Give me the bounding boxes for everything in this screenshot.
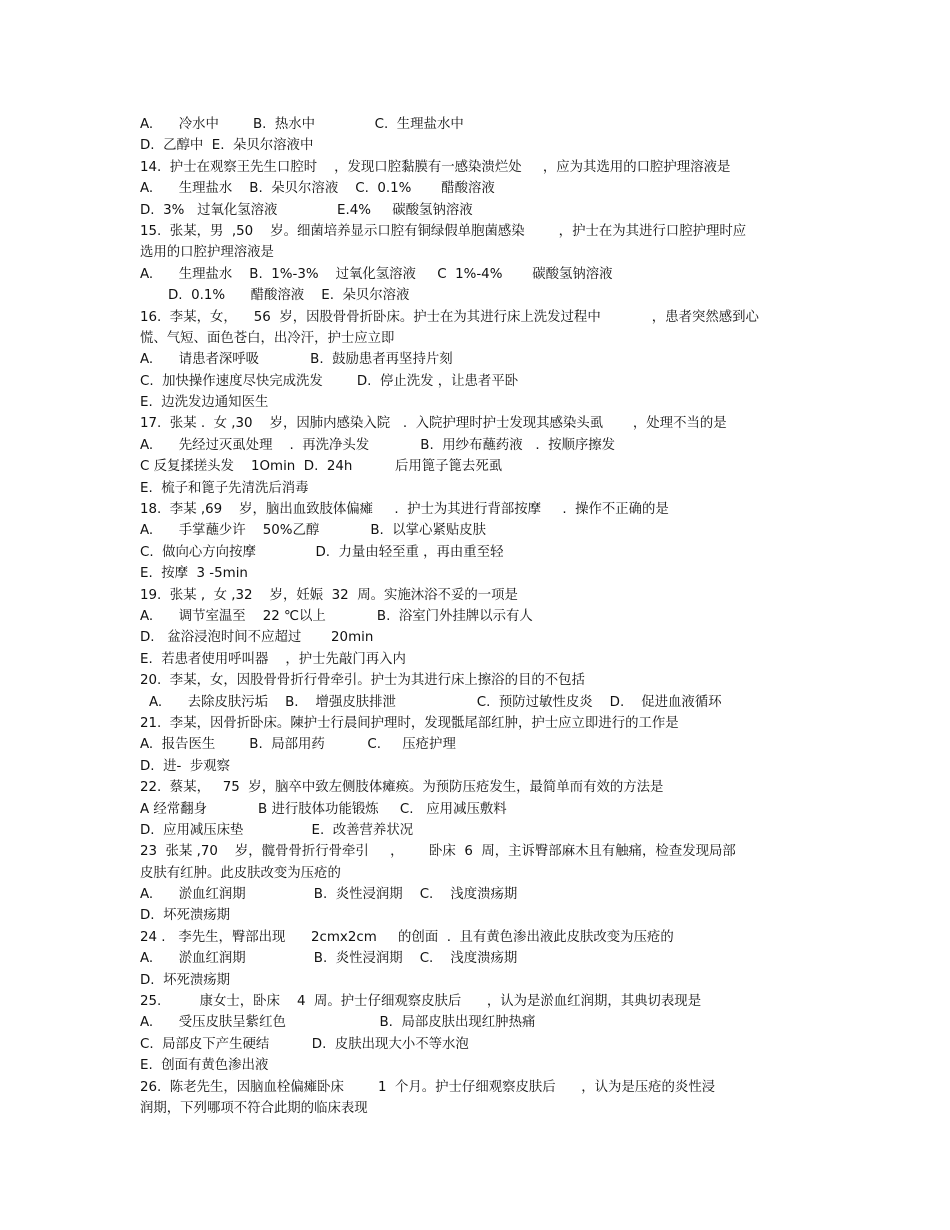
text-line: A. 淤血红润期 B. 炎性浸润期 C. 浅度溃疡期: [140, 887, 518, 903]
text-line: A. 请患者深呼吸 B. 鼓励患者再坚持片刻: [140, 352, 453, 368]
text-line: A. 受压皮肤呈紫红色 B. 局部皮肤出现红肿热痛: [140, 1015, 536, 1031]
text-line: E. 创面有黄色渗出液: [140, 1058, 269, 1074]
document-page: [140, 114, 800, 1119]
text-line: A. 报告医生 B. 局部用药 C. 压疮护理: [140, 737, 456, 753]
text-line: 选用的口腔护理溶液是: [140, 245, 274, 261]
text-line: 慌、气短、面色苍白，出冷汗，护士应立即: [140, 330, 395, 346]
text-line: C. 做向心方向按摩 D. 力量由轻至重 ，再由重至轻: [140, 544, 504, 560]
text-line: E. 边洗发边通知医生: [140, 395, 269, 411]
text-line: C. 局部皮下产生硬结 D. 皮肤出现大小不等水泡: [140, 1036, 469, 1052]
text-line: A. 冷水中 B. 热水中 C. 生理盐水中: [140, 117, 464, 132]
text-line: D. 3% 过氧化氢溶液 E.4% 碳酸氢钠溶液: [140, 202, 473, 218]
question-19-stem: 19. 张某 , 女 ,32 岁，妊娠 32 周。实施沐浴不妥的一项是: [140, 587, 518, 603]
text-line: C. 加快操作速度尽快完成洗发 D. 停止洗发 ，让患者平卧: [140, 373, 519, 389]
text-line: D. 盆浴浸泡时间不应超过 20min: [140, 630, 374, 646]
text-line: D. 坏死溃疡期: [140, 972, 231, 988]
text-line: D. 乙醇中 E. 朵贝尔溶液中: [140, 138, 314, 154]
text-line: A. 调节室温至 22 ℃以上 B. 浴室门外挂牌以示有人: [140, 608, 533, 624]
text-line: E. 若患者使用呼叫器 ，护士先敲门再入内: [140, 651, 406, 667]
question-20-stem: 20. 李某，女，因股骨骨折行骨牵引。护士为其进行床上擦浴的目的不包括: [140, 673, 585, 689]
text-line: D. 进- 步观察: [140, 758, 230, 774]
question-17-stem: 17. 张某 . 女 ,30 岁，因肺内感染入院 . 入院护理时护士发现其感染头虱 ，处理不当的是: [140, 416, 727, 432]
text-line: D. 0.1% 醋酸溶液 E. 朵贝尔溶液: [168, 288, 410, 304]
text-line: A. 先经过灭虱处理 . 再洗净头发 B. 用纱布蘸药液 . 按顺序擦发: [140, 437, 616, 453]
question-24-stem: 24 . 李先生，臀部出现 2cmx2cm 的创面 . 且有黄色渗出液此皮肤改变为压疮的: [140, 929, 674, 945]
question-25-stem: 25. 康女士，卧床 4 周。护士仔细观察皮肤后 ，认为是淤血红润期，其典切表现是: [140, 994, 702, 1010]
text-line: 润期，下列哪项不符合此期的临床表现: [140, 1100, 368, 1116]
text-line: A 经常翻身 B 进行肢体功能锻炼 C. 应用减压敷料: [140, 801, 507, 817]
question-14-stem: 14. 护士在观察王先生口腔时 ，发现口腔黏膜有一感染溃烂处 ，应为其选用的口腔护理溶液是: [140, 159, 731, 175]
text-line: A. 去除皮肤污垢 B. 增强皮肤排泄 C. 预防过敏性皮炎 D. 促进血液循环: [149, 694, 722, 710]
text-line: A. 淤血红润期 B. 炎性浸润期 C. 浅度溃疡期: [140, 951, 518, 967]
question-23-stem: 23 张某 ,70 岁，髋骨骨折行骨牵引 ， 卧床 6 周，主诉臀部麻木且有触痛，检查发现局部: [140, 844, 736, 860]
text-line: E. 按摩 3 -5min: [140, 566, 248, 582]
question-21-stem: 21. 李某，因骨折卧床。陳护士行晨间护理时，发现骶尾部红肿，护士应立即进行的工作是: [140, 715, 679, 731]
text-line: 皮肤有红肿。此皮肤改变为压疮的: [140, 865, 341, 881]
text-line: C 反复揉搓头发 1Omin D. 24h 后用篦子篦去死虱: [140, 459, 503, 475]
question-15-stem: 15. 张某，男 ,50 岁。细菌培养显示口腔有铜绿假单胞菌感染 ，护士在为其进行口腔护理时应: [140, 223, 747, 239]
text-line: A. 手掌蘸少许 50%乙醇 B. 以掌心紧贴皮肤: [140, 523, 487, 539]
question-22-stem: 22. 蔡某， 75 岁，脑卒中致左侧肢体瘫痪。为预防压疮发生，最简单而有效的方法是: [140, 780, 664, 796]
text-line: A. 生理盐水 B. 1%-3% 过氧化氢溶液 C 1%-4% 碳酸氢钠溶液: [140, 266, 613, 282]
text-line: E. 梳子和篦子先清洗后消毒: [140, 480, 309, 496]
text-line: A. 生理盐水 B. 朵贝尔溶液 C. 0.1% 醋酸溶液: [140, 181, 495, 197]
text-line: D. 坏死溃疡期: [140, 908, 231, 924]
question-26-stem: 26. 陈老先生，因脑血栓偏瘫卧床 1 个月。护士仔细观察皮肤后 ，认为是压疮的炎性浸: [140, 1079, 716, 1095]
question-18-stem: 18. 李某 ,69 岁，脑出血致肢体偏瘫 . 护士为其进行背部按摩 . 操作不正确的是: [140, 502, 669, 518]
question-16-stem: 16. 李某，女， 56 岁，因股骨骨折卧床。护士在为其进行床上洗发过程中 ，患者突然感到心: [140, 309, 759, 325]
text-line: D. 应用减压床垫 E. 改善营养状况: [140, 822, 414, 838]
